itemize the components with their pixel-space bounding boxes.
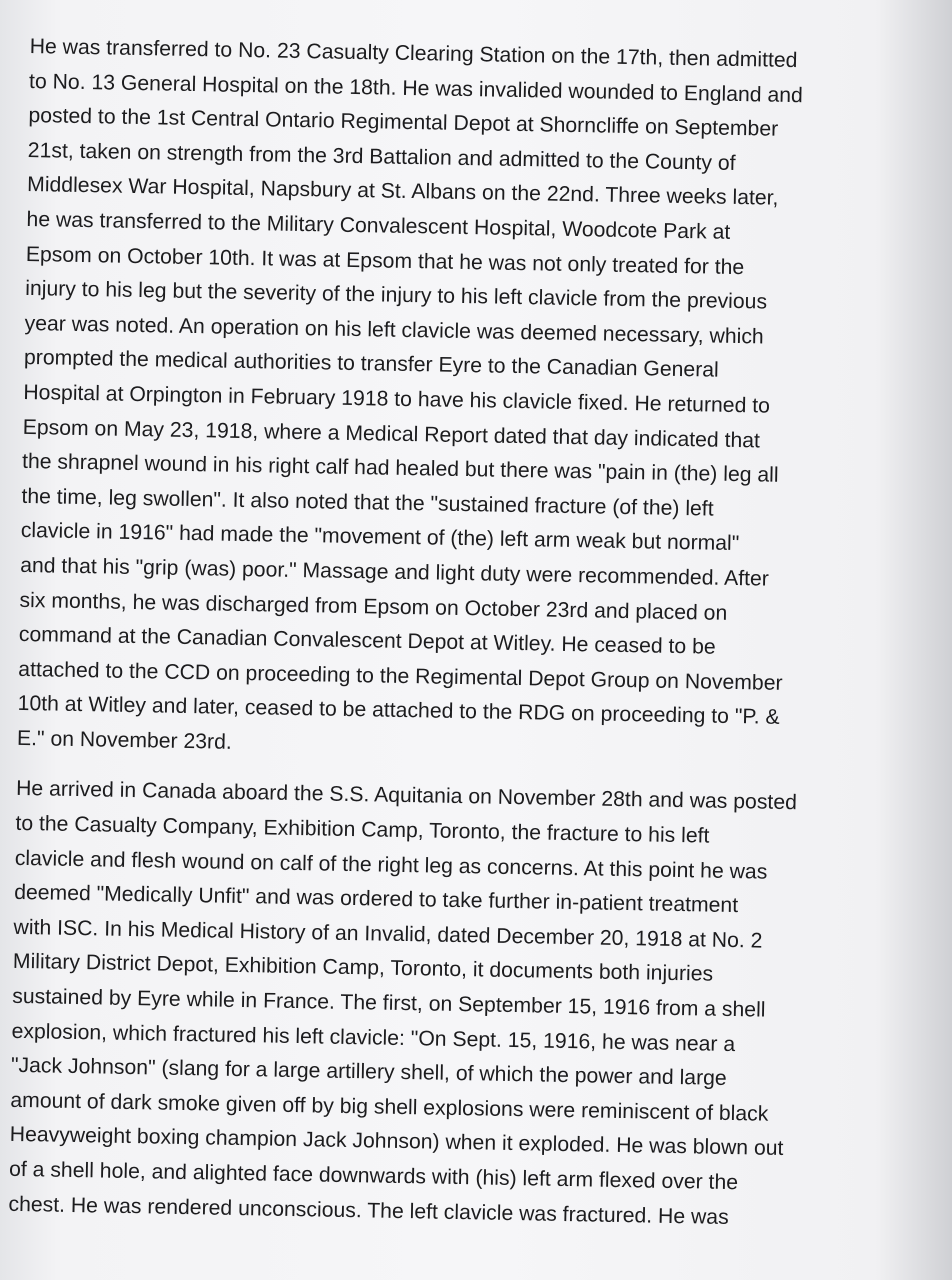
text-line: attached to the CCD on proceeding to the Regimental Depot Group on November — [18, 657, 783, 695]
text-line: to the Casualty Company, Exhibition Camp, Toronto, the fracture to his left — [15, 811, 710, 848]
text-line: deemed "Medically Unfit" and was ordered to take further in-patient treatment — [13, 881, 739, 918]
text-line: year was noted. An operation on his left clavicle was deemed necessary, which — [24, 311, 764, 349]
text-line: the shrapnel wound in his right calf had healed but there was "pain in (the) leg all — [21, 450, 779, 487]
text-line: prompted the medical authorities to transfer Eyre to the Canadian General — [23, 346, 719, 383]
text-line: Epsom on October 10th. It was at Epsom that he was not only treated for the — [25, 242, 745, 279]
text-line: and that his "grip (was) poor." Massage and light duty were recommended. After — [19, 553, 770, 591]
text-line: amount of dark smoke given off by big shell explosions were reminiscent of black — [10, 1088, 769, 1126]
text-line: the time, leg swollen". It also noted that the "sustained fracture (of the) left — [21, 484, 714, 521]
text-line: of a shell hole, and alighted face downwards with (his) left arm flexed over the — [8, 1157, 739, 1195]
text-line: chest. He was rendered unconscious. The left clavicle was fractured. He was — [8, 1192, 729, 1229]
text-line: Middlesex War Hospital, Napsbury at St. Albans on the 22nd. Three weeks later, — [26, 173, 779, 211]
text-line: "Jack Johnson" (slang for a large artillery shell, of which the power and large — [10, 1054, 727, 1091]
text-line: Epsom on May 23, 1918, where a Medical Report dated that day indicated that — [22, 415, 761, 452]
text-line: to No. 13 General Hospital on the 18th. He was invalided wounded to England and — [28, 69, 804, 107]
text-line: E." on November 23rd. — [16, 726, 232, 754]
text-line: explosion, which fractured his left clavicle: "On Sept. 15, 1916, he was near a — [11, 1019, 736, 1056]
text-line: He was transferred to No. 23 Casualty Clearing Station on the 17th, then admitted — [29, 34, 798, 73]
text-line: six months, he was discharged from Epsom on October 23rd and placed on — [19, 588, 728, 625]
text-line: 21st, taken on strength from the 3rd Battalion and admitted to the County of — [27, 138, 736, 175]
text-line: He arrived in Canada aboard the S.S. Aquitania on November 28th and was posted — [15, 777, 798, 815]
paragraph-1 — [17, 30, 930, 773]
text-line: Hospital at Orpington in February 1918 to have his clavicle fixed. He returned to — [23, 380, 771, 418]
text-line: Military District Depot, Exhibition Camp, Toronto, it documents both injuries — [12, 950, 714, 987]
text-line: sustained by Eyre while in France. The first, on September 15, 1916 from a shell — [12, 984, 766, 1022]
text-line: with ISC. In his Medical History of an Invalid, dated December 20, 1918 at No. 2 — [13, 915, 763, 953]
text-line: Heavyweight boxing champion Jack Johnson) when it exploded. He was blown out — [9, 1123, 784, 1161]
paragraph-2 — [8, 772, 916, 1238]
text-line: he was transferred to the Military Convalescent Hospital, Woodcote Park at — [26, 207, 731, 244]
text-line: 10th at Witley and later, ceased to be attached to the RDG on proceeding to "P. & — [17, 692, 780, 730]
document-text — [8, 30, 930, 1238]
text-line: command at the Canadian Convalescent Depot at Witley. He ceased to be — [18, 622, 716, 659]
text-line: clavicle and flesh wound on calf of the right leg as concerns. At this point he was — [14, 846, 768, 884]
text-line: clavicle in 1916" had made the "movement of (the) left arm weak but normal" — [20, 519, 740, 556]
text-line: posted to the 1st Central Ontario Regimental Depot at Shorncliffe on September — [28, 104, 779, 141]
text-line: injury to his leg but the severity of the injury to his left clavicle from the previous — [25, 277, 768, 314]
